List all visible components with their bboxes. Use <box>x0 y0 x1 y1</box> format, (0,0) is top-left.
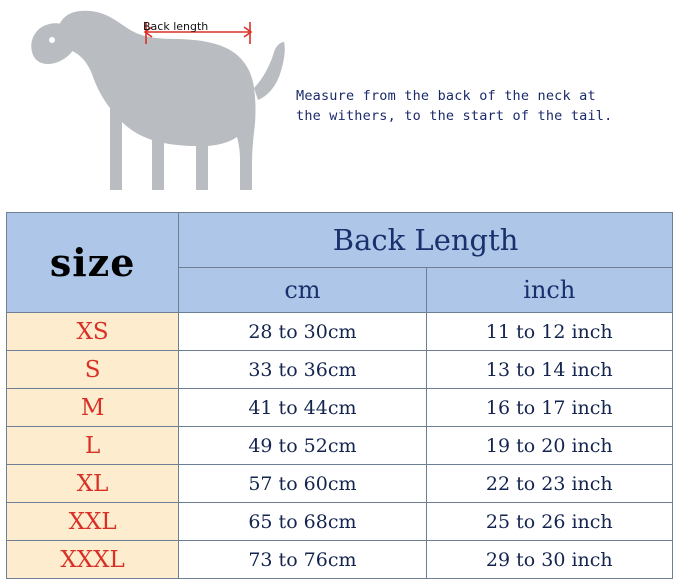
measure-instruction-line2: the withers, to the start of the tail. <box>296 108 613 124</box>
row-inch-xl: 22 to 23 inch <box>426 465 672 503</box>
header-size: size <box>7 213 179 313</box>
row-inch-l: 19 to 20 inch <box>426 427 672 465</box>
header-back-length: Back Length <box>179 213 673 268</box>
row-size-s: S <box>7 351 179 389</box>
row-cm-m: 41 to 44cm <box>179 389 426 427</box>
table-row <box>7 427 673 465</box>
row-cm-xl: 57 to 60cm <box>179 465 426 503</box>
size-chart-table <box>6 212 673 579</box>
row-cm-xxl: 65 to 68cm <box>179 503 426 541</box>
measure-instruction <box>296 86 666 126</box>
row-cm-s: 33 to 36cm <box>179 351 426 389</box>
row-inch-m: 16 to 17 inch <box>426 389 672 427</box>
row-inch-xs: 11 to 12 inch <box>426 313 672 351</box>
table-header-row-1 <box>7 213 673 268</box>
row-size-xs: XS <box>7 313 179 351</box>
measure-instruction-line1: Measure from the back of the neck at <box>296 88 596 104</box>
table-row <box>7 465 673 503</box>
row-cm-xs: 28 to 30cm <box>179 313 426 351</box>
row-inch-s: 13 to 14 inch <box>426 351 672 389</box>
row-inch-xxl: 25 to 26 inch <box>426 503 672 541</box>
row-inch-xxxl: 29 to 30 inch <box>426 541 672 579</box>
table-row <box>7 351 673 389</box>
table-row <box>7 389 673 427</box>
table-row <box>7 503 673 541</box>
row-size-l: L <box>7 427 179 465</box>
back-length-caption: Back length <box>143 20 209 33</box>
table-row <box>7 541 673 579</box>
row-size-xl: XL <box>7 465 179 503</box>
header-unit-cm: cm <box>179 268 426 313</box>
table-row <box>7 313 673 351</box>
row-size-xxxl: XXXL <box>7 541 179 579</box>
row-size-xxl: XXL <box>7 503 179 541</box>
illustration-area <box>0 0 679 212</box>
row-size-m: M <box>7 389 179 427</box>
header-unit-inch: inch <box>426 268 672 313</box>
row-cm-l: 49 to 52cm <box>179 427 426 465</box>
row-cm-xxxl: 73 to 76cm <box>179 541 426 579</box>
